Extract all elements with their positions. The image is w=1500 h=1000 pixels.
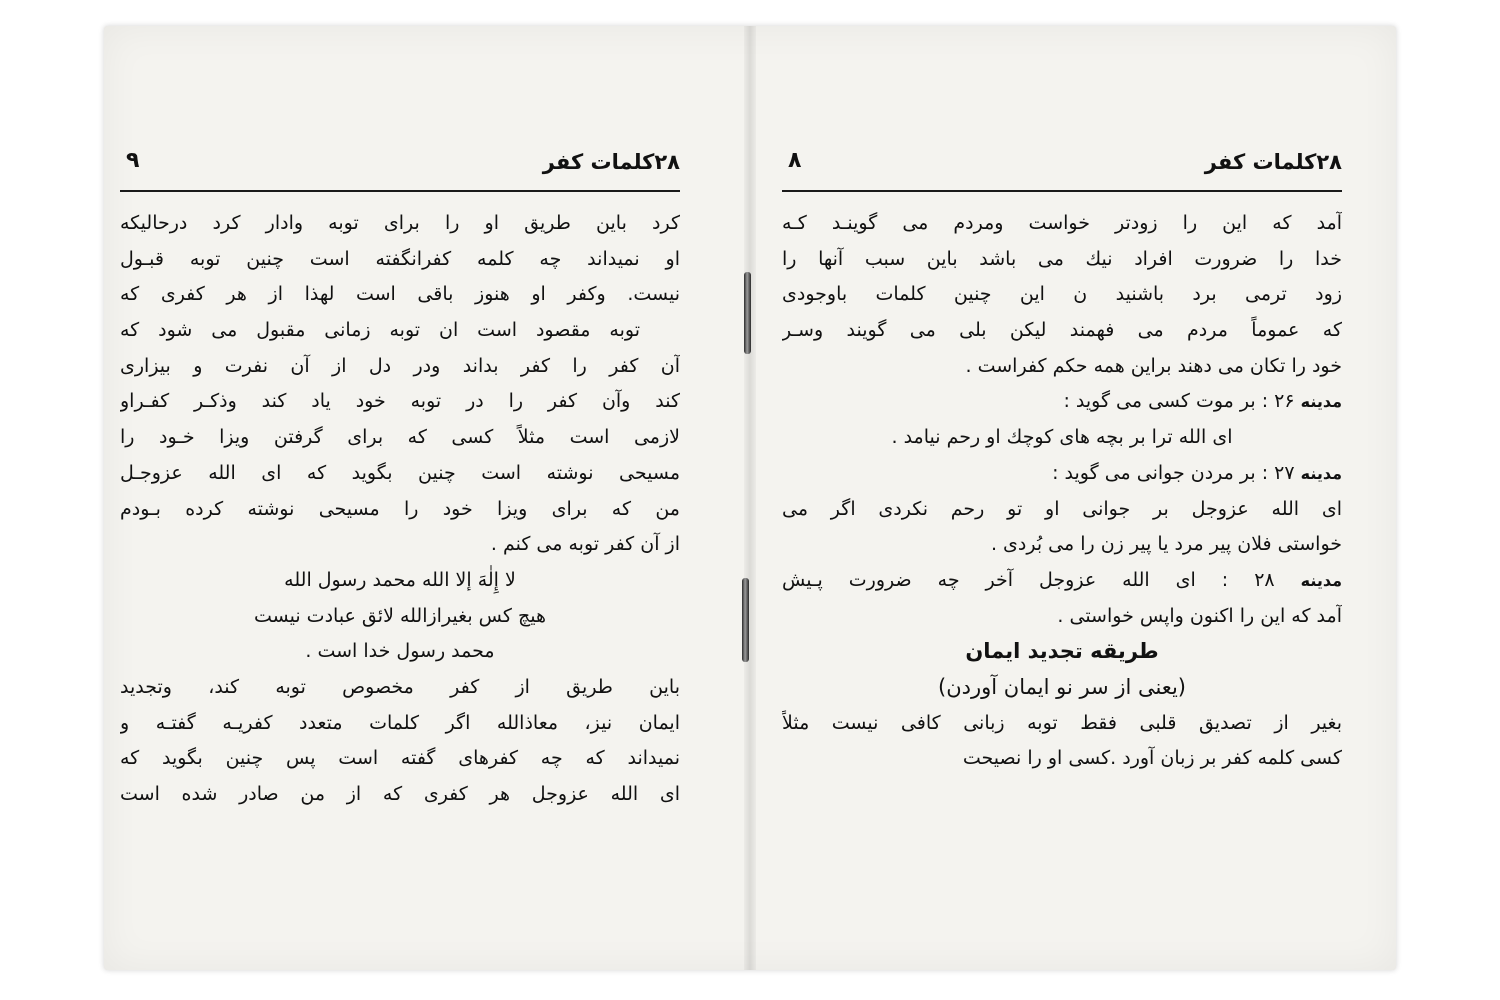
- right-page-body: [782, 206, 1342, 777]
- entry-text: ۲۷ : بر مردن جوانی می گوید :: [1052, 461, 1295, 484]
- right-page-number: ۸: [788, 148, 802, 173]
- text-line: خواستی فلان پیر مرد یا پیر زن را می بُردی .: [990, 533, 1342, 556]
- kalima-translation-line: محمد رسول خدا است .: [305, 640, 495, 663]
- staple-top: [744, 272, 751, 354]
- section-subheading: (یعنی از سر نو ایمان آوردن): [938, 674, 1186, 699]
- text-line: زود ترمی برد باشنید ن این چنین کلمات باوجودی: [782, 283, 1342, 306]
- booklet-spine: [744, 26, 756, 970]
- left-page-number: ۹: [126, 148, 140, 173]
- entry-text: ۲۶ : بر موت کسی می گوید :: [1063, 390, 1295, 413]
- text-line: خدا را ضرورت افراد نیك می باشد باین سبب آنها را: [782, 247, 1342, 270]
- text-line: کند وآن کفر را در توبه خود یاد کند وذکـر کفـراو: [120, 390, 680, 413]
- left-page-title: ۲۸کلمات کفر: [542, 150, 680, 174]
- right-page-title: ۲۸کلمات کفر: [1204, 150, 1342, 174]
- text-line: آمد که این را اکنون واپس خواستی .: [1057, 604, 1342, 627]
- text-line: نمیداند که چه کفرهای گفته است پس چنین بگوید که: [120, 747, 680, 770]
- text-line: آمد که این را زودتر خواست ومردم می گوینـد کـه: [782, 212, 1342, 234]
- text-line: کرد باین طریق او را برای توبه وادار کرد درحالیکه: [120, 212, 680, 234]
- staple-bottom: [742, 578, 749, 662]
- text-line: از آن کفر توبه می کنم .: [490, 533, 680, 556]
- entry-label: مدینه: [1300, 463, 1342, 483]
- entry-27: [782, 456, 1342, 492]
- right-page-header: [782, 146, 1342, 192]
- text-line: کسی کلمه کفر بر زبان آورد .کسی او را نصیحت: [962, 747, 1342, 770]
- text-line: بغیر از تصدیق قلبی فقط توبه زبانی کافی نیست مثلاً: [782, 711, 1342, 734]
- kalima-translation-line: هیچ کس بغیرازالله لائق عبادت نیست: [254, 604, 546, 627]
- left-page-body: [120, 206, 680, 813]
- text-line: من که برای ویزا خود را مسیحی نوشته کرده بـودم: [120, 497, 680, 520]
- text-line: ای الله ترا بر بچه های کوچك او رحم نیامد .: [891, 426, 1233, 449]
- text-line: او نمیداند چه کلمه کفرانگفته است چنین توبه قبـول: [120, 247, 680, 270]
- entry-text: ۲۸ : ای الله عزوجل آخر چه ضرورت پـیش: [782, 568, 1275, 591]
- text-line: مسیحی نوشته است چنین بگوید که ای الله عزوجـل: [120, 461, 680, 484]
- left-page-header: [120, 146, 680, 192]
- text-line: که عموماً مردم می فهمند لیکن بلی می گویند وسـر: [782, 319, 1342, 342]
- text-line: آن کفر را کفر بداند ودر دل از آن نفرت و بیزاری: [120, 354, 680, 377]
- kalima-line: لا إِلٰهَ إلا الله محمد رسول الله: [284, 568, 516, 591]
- text-line: ایمان نیز، معاذالله اگر کلمات متعدد کفریـه گفتـه و: [120, 711, 680, 734]
- entry-26: [782, 384, 1342, 420]
- text-line: خود را تکان می دهند براین همه حکم کفراست .: [965, 354, 1342, 377]
- text-line: لازمی است مثلاً کسی که برای گرفتن ویزا خـود را: [120, 426, 680, 449]
- text-line: نیست. وکفر او هنوز باقی است لهذا از هر کفری که: [120, 283, 680, 306]
- text-line: ای الله عزوجل بر جوانی او تو رحم نکردی اگر می: [782, 497, 1342, 520]
- text-line: توبه مقصود است ان توبه زمانی مقبول می شود که: [120, 319, 640, 342]
- entry-label: مدینه: [1300, 392, 1342, 412]
- entry-label: مدینه: [1300, 570, 1342, 590]
- section-heading: طریقه تجدید ایمان: [965, 639, 1159, 664]
- text-line: باین طریق از کفر مخصوص توبه کند، وتجدید: [120, 675, 680, 698]
- text-line: ای الله عزوجل هر کفری که از من صادر شده است: [120, 783, 680, 805]
- entry-28: [782, 563, 1342, 599]
